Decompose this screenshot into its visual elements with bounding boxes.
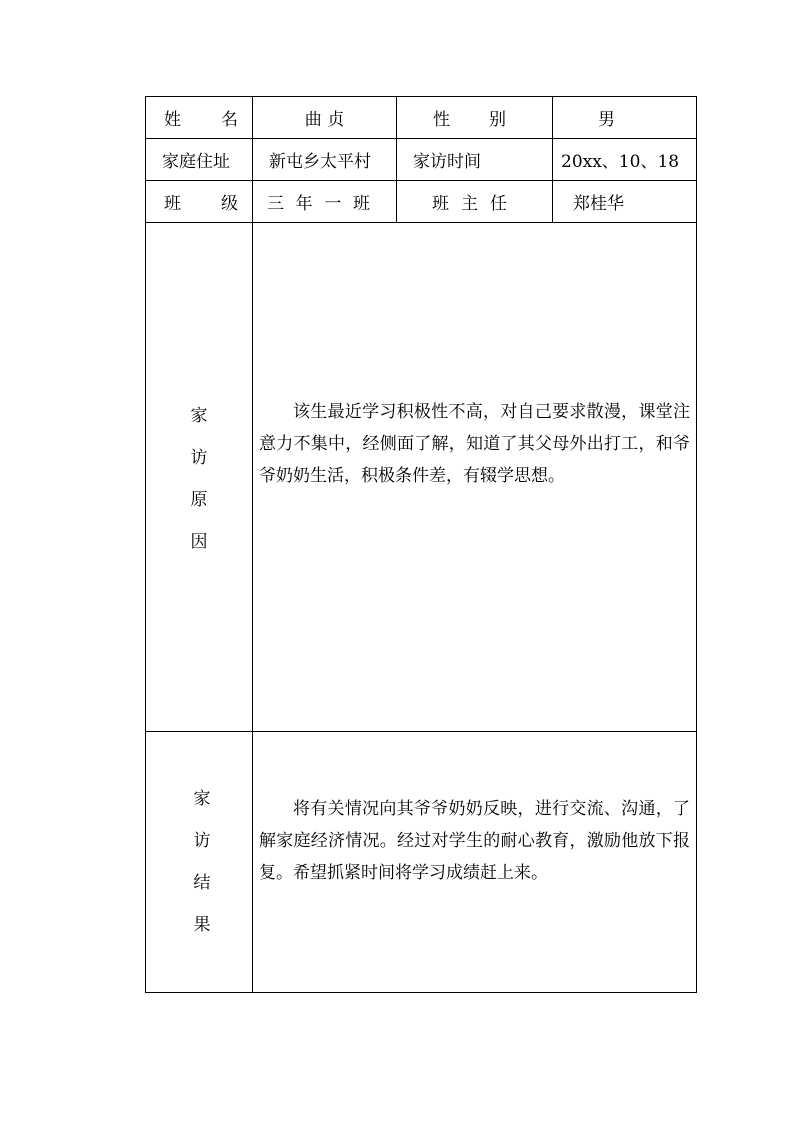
result-label-char: 访 xyxy=(193,831,211,852)
gender-value: 男 xyxy=(553,97,697,139)
visit-time-value: 20xx、10、18 xyxy=(553,139,697,181)
teacher-label-char: 班 xyxy=(432,194,449,215)
reason-label-cell xyxy=(146,223,253,732)
teacher-label-cell xyxy=(397,181,553,223)
class-label-cell xyxy=(146,181,253,223)
reason-label-char: 访 xyxy=(190,448,208,469)
form-row-class xyxy=(146,181,697,223)
class-label-char: 级 xyxy=(221,194,238,215)
gender-label-cell xyxy=(397,97,553,139)
form-row-result xyxy=(146,732,697,993)
name-label-char: 姓 xyxy=(164,110,181,131)
name-value: 曲 贞 xyxy=(253,97,397,139)
form-row-name xyxy=(146,97,697,139)
name-label-cell xyxy=(146,97,253,139)
address-value: 新屯乡太平村 xyxy=(253,139,397,181)
reason-label-char: 原 xyxy=(190,490,208,511)
reason-label-char: 因 xyxy=(190,532,208,553)
form-row-address xyxy=(146,139,697,181)
teacher-value: 郑桂华 xyxy=(553,181,697,223)
reason-text: 该生最近学习积极性不高，对自己要求散漫，课堂注意力不集中，经侧面了解，知道了其父母外出打工，和爷爷奶奶生活，积极条件差，有辍学思想。 xyxy=(259,402,690,487)
class-value-char: 三 xyxy=(267,194,284,215)
gender-label-char: 性 xyxy=(433,110,450,131)
form-row-reason xyxy=(146,223,697,732)
home-visit-form xyxy=(145,96,697,993)
reason-label-char: 家 xyxy=(190,406,208,427)
result-text-cell xyxy=(253,732,697,993)
result-label-char: 结 xyxy=(193,873,211,894)
result-label-cell xyxy=(146,732,253,993)
visit-time-label: 家访时间 xyxy=(397,139,553,181)
class-value-char: 年 xyxy=(295,194,313,215)
result-label-char: 家 xyxy=(193,789,211,810)
result-text: 将有关情况向其爷爷奶奶反映，进行交流、沟通，了解家庭经济情况。经过对学生的耐心教育，激励他放下报复。希望抓紧时间将学习成绩赶上来。 xyxy=(259,799,690,884)
reason-text-cell xyxy=(253,223,697,732)
class-value-char: 一 xyxy=(324,194,342,215)
class-value-cell xyxy=(253,181,397,223)
name-label-char: 名 xyxy=(221,110,238,131)
teacher-label-char: 任 xyxy=(490,194,507,215)
result-label-char: 果 xyxy=(193,915,211,936)
class-label-char: 班 xyxy=(164,194,181,215)
teacher-label-char: 主 xyxy=(461,194,478,215)
class-value-char: 班 xyxy=(352,194,370,215)
address-label: 家庭住址 xyxy=(146,139,253,181)
gender-label-char: 别 xyxy=(489,110,506,131)
